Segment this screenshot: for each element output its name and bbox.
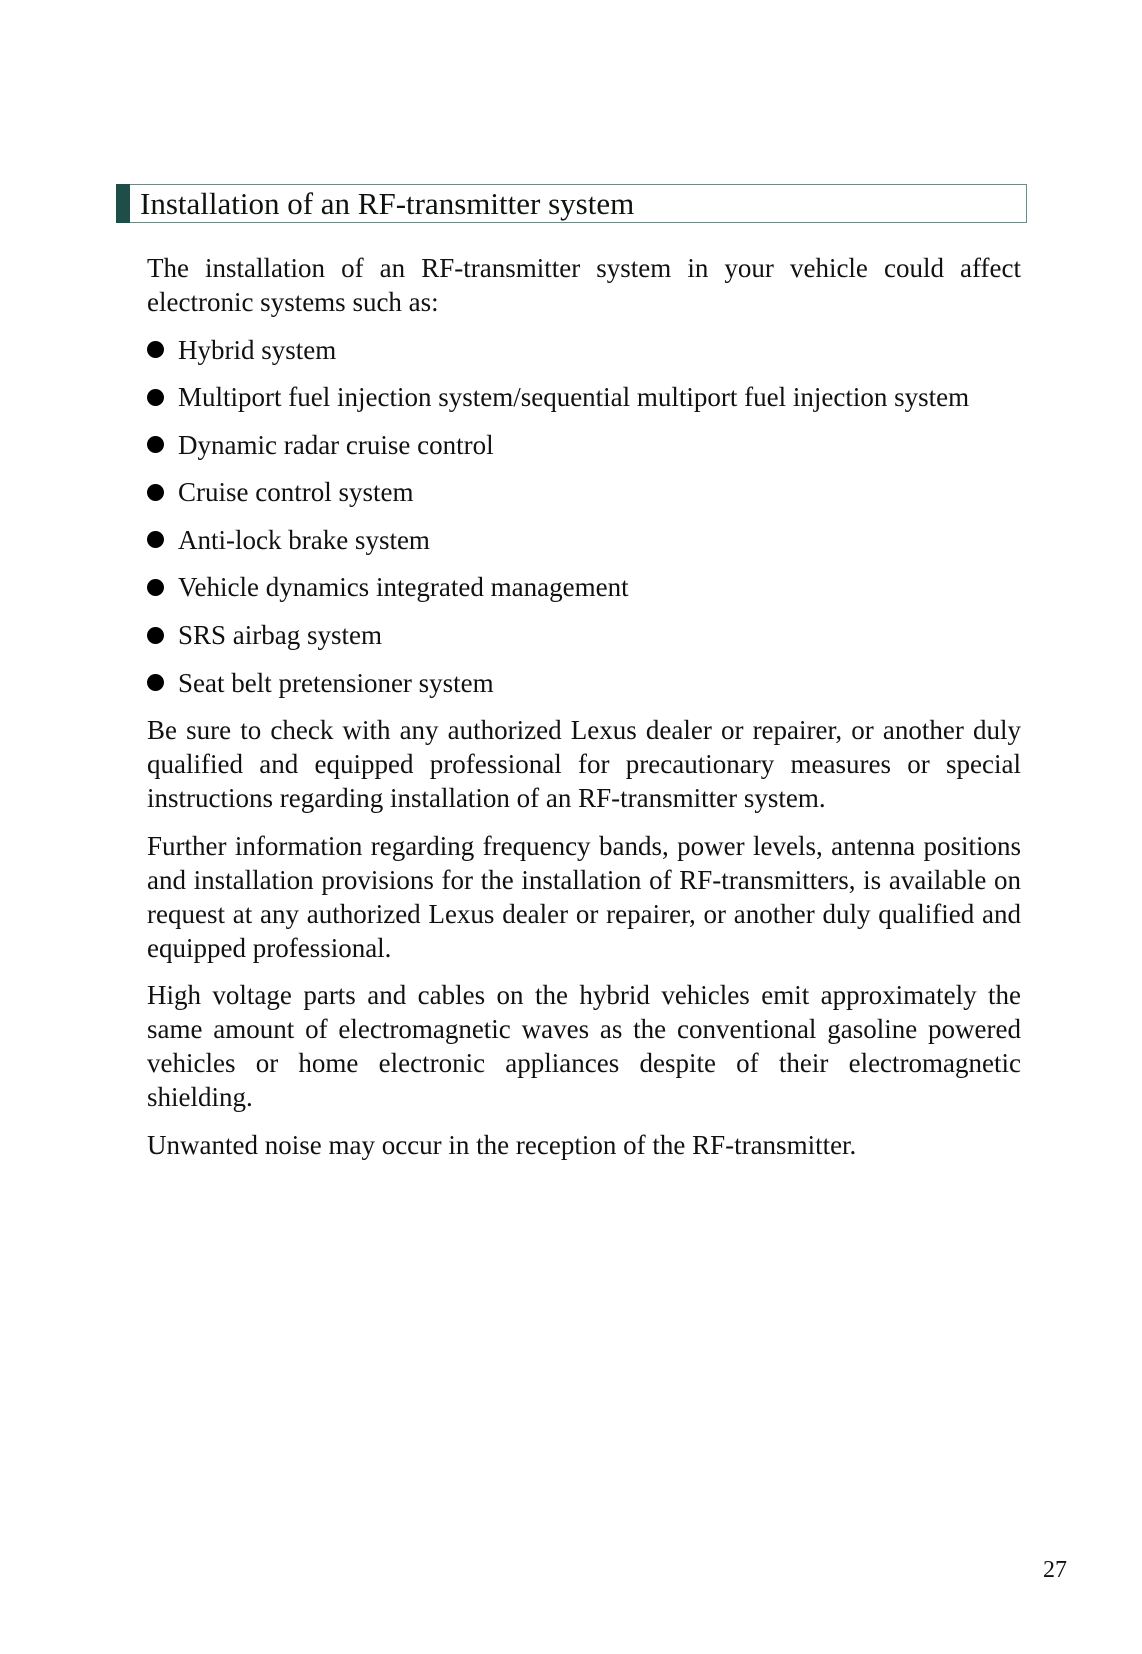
list-item-text: Anti-lock brake system [178,524,430,555]
list-item [147,570,1021,604]
list-item [147,380,1021,414]
bullet-icon [147,579,164,596]
list-item-text: Seat belt pretensioner system [178,667,494,698]
bullet-icon [147,531,164,548]
bullet-icon [147,674,164,691]
paragraph-dealer-check: Be sure to check with any authorized Lexus dealer or repairer, or another duly qualified and equipped professional for precautionary measures or special instructions regarding installation of an RF-transmitter system. [147,715,1021,814]
bullet-icon [147,436,164,453]
list-item-text: Dynamic radar cruise control [178,429,494,460]
intro-paragraph: The installation of an RF-transmitter system in your vehicle could affect electronic systems such as: [147,253,1021,317]
paragraph-noise: Unwanted noise may occur in the reception of the RF-transmitter. [147,1129,857,1160]
list-item [147,333,1021,367]
section-heading [116,184,1027,223]
list-item [147,475,1021,509]
list-item-text: Hybrid system [178,334,337,365]
bullet-icon [147,484,164,501]
heading-accent-bar [116,184,130,223]
section-title: Installation of an RF-transmitter system [140,186,635,221]
list-item [147,523,1021,557]
list-item-text: Cruise control system [178,477,414,508]
bullet-icon [147,627,164,644]
body-content [147,251,1021,1175]
paragraph-high-voltage: High voltage parts and cables on the hybrid vehicles emit approximately the same amount of electromagnetic waves as the conventional gasoline powered vehicles or home electronic appliances despite of their electromagnetic shielding. [147,980,1021,1113]
list-item-text: Vehicle dynamics integrated management [178,572,629,603]
bullet-icon [147,389,164,406]
list-item [147,618,1021,652]
list-item [147,428,1021,462]
list-item-text: SRS airbag system [178,620,383,651]
list-item [147,666,1021,700]
paragraph-further-info: Further information regarding frequency bands, power levels, antenna positions and installation provisions for the installation of RF-transmitters, is available on request at any authorized Lexus dealer or repairer, or another duly qualified and equipped professional. [147,830,1021,963]
list-item-text: Multiport fuel injection system/sequential multiport fuel injection system [178,382,970,413]
bullet-icon [147,341,164,358]
page-number: 27 [1043,1557,1067,1583]
